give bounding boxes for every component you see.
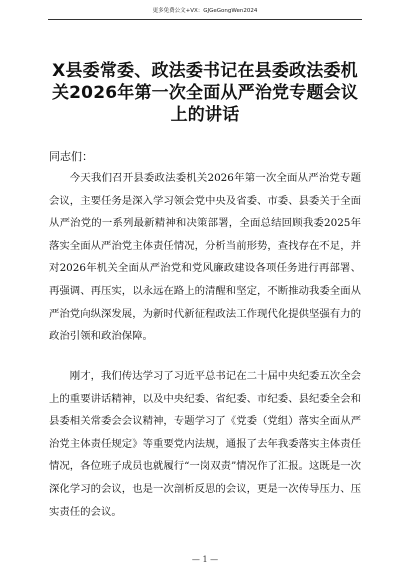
page-number: — 1 —	[191, 555, 219, 564]
document-title: X县委常委、政法委书记在县委政法委机关2026年第一次全面从严治党专题会议上的讲话	[51, 61, 359, 125]
body-paragraph: 刚才，我们传达学习了习近平总书记在二十届中央纪委五次全会上的重要讲话精神，以及中央纪委、省纪委、市纪委、县纪委全会和县委相关常委会会议精神，专题学习了《党委（党组）落实全面从严治党主体责任规定》等重要党内法规，通报了去年我委落实主体责任情况，各位班子成员也就履行“一岗双责”情况作了汇报。这既是一次深化学习的会议，也是一次剖析反思的会议，更是一次传导压力、压实责任的会议。	[49, 370, 361, 518]
header-note: 更多免费公文+VX：GJGeGongWen2024	[152, 8, 258, 14]
salutation: 同志们：	[49, 150, 93, 163]
header-divider	[48, 19, 362, 20]
body-paragraph: 今天我们召开县委政法委机关2026年第一次全面从严治党专题会议，主要任务是深入学习领会党中央及省委、市委、县委关于全面从严治党的一系列最新精神和决策部署，全面总结回顾我委2025年落实全面从严治党主体责任情况，分析当前形势，查找存在不足，并对2026年机关全面从严治党和党风廉政建设各项任务进行再部署、再强调、再压实，以永远在路上的清醒和坚定，不断推动我委全面从严治党向纵深发展，为新时代新征程政法工作现代化提供坚强有力的政治引领和政治保障。	[49, 172, 361, 343]
